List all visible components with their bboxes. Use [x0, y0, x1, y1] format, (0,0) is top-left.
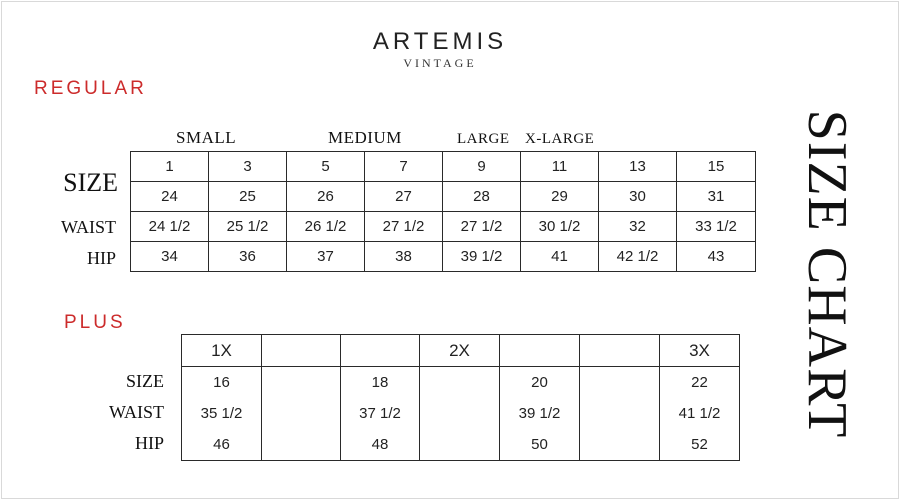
table-cell: 39 1/2 — [500, 398, 580, 429]
table-cell: 16 — [182, 367, 262, 399]
table-cell: 41 1/2 — [660, 398, 740, 429]
table-cell: 34 — [131, 242, 209, 272]
table-cell — [580, 367, 660, 399]
vertical-title-text: SIZE CHART — [796, 109, 858, 439]
table-cell: 27 1/2 — [365, 212, 443, 242]
table-row — [131, 242, 756, 272]
table-cell — [420, 429, 500, 461]
table-cell: 39 1/2 — [443, 242, 521, 272]
regular-size-label: SIZE — [63, 168, 118, 197]
table-cell: 28 — [443, 182, 521, 212]
table-cell: 25 — [209, 182, 287, 212]
table-cell: 25 1/2 — [209, 212, 287, 242]
size-chart-vertical-title — [762, 64, 892, 484]
table-cell: 26 1/2 — [287, 212, 365, 242]
plus-section-title: PLUS — [64, 312, 126, 333]
table-cell: 33 1/2 — [677, 212, 756, 242]
table-row — [131, 212, 756, 242]
category-x-large: X-LARGE — [525, 131, 595, 147]
table-cell — [262, 398, 341, 429]
table-cell — [262, 367, 341, 399]
table-cell: 11 — [521, 152, 599, 182]
table-cell: 13 — [599, 152, 677, 182]
plus-hip-label: HIP — [134, 433, 164, 453]
plus-size-label: SIZE — [126, 371, 164, 391]
table-cell: 31 — [677, 182, 756, 212]
table-row — [182, 367, 740, 399]
table-cell — [500, 335, 580, 367]
plus-waist-label: WAIST — [109, 402, 164, 422]
brand-name: ARTEMIS — [372, 28, 508, 55]
table-cell: 36 — [209, 242, 287, 272]
table-cell: 32 — [599, 212, 677, 242]
table-cell — [580, 398, 660, 429]
regular-size-table — [130, 151, 756, 272]
table-cell — [580, 335, 660, 367]
table-cell: 27 1/2 — [443, 212, 521, 242]
regular-hip-label: HIP — [86, 248, 116, 268]
table-row — [182, 398, 740, 429]
table-cell: 15 — [677, 152, 756, 182]
table-cell: 22 — [660, 367, 740, 399]
table-cell: 7 — [365, 152, 443, 182]
table-cell: 26 — [287, 182, 365, 212]
table-cell — [262, 335, 341, 367]
brand-subtitle: VINTAGE — [403, 56, 477, 70]
table-row — [182, 335, 740, 367]
table-cell: 38 — [365, 242, 443, 272]
table-cell — [262, 429, 341, 461]
table-row — [131, 182, 756, 212]
table-cell: 2X — [420, 335, 500, 367]
table-cell: 5 — [287, 152, 365, 182]
table-cell: 52 — [660, 429, 740, 461]
category-large: LARGE — [457, 131, 510, 147]
table-cell: 30 — [599, 182, 677, 212]
regular-waist-label: WAIST — [61, 217, 116, 237]
table-cell: 35 1/2 — [182, 398, 262, 429]
table-cell: 3X — [660, 335, 740, 367]
table-cell: 27 — [365, 182, 443, 212]
table-cell — [420, 367, 500, 399]
table-row — [182, 429, 740, 461]
table-row — [131, 152, 756, 182]
table-cell: 41 — [521, 242, 599, 272]
table-cell: 9 — [443, 152, 521, 182]
table-cell — [420, 398, 500, 429]
table-cell: 50 — [500, 429, 580, 461]
table-cell: 1 — [131, 152, 209, 182]
regular-section-title: REGULAR — [34, 78, 147, 99]
plus-size-table — [181, 334, 740, 461]
category-small: SMALL — [176, 128, 237, 147]
table-cell — [580, 429, 660, 461]
table-cell: 18 — [341, 367, 420, 399]
table-cell: 3 — [209, 152, 287, 182]
table-cell: 24 — [131, 182, 209, 212]
table-cell: 46 — [182, 429, 262, 461]
table-cell: 30 1/2 — [521, 212, 599, 242]
table-cell: 37 — [287, 242, 365, 272]
table-cell: 48 — [341, 429, 420, 461]
table-cell: 43 — [677, 242, 756, 272]
table-cell: 20 — [500, 367, 580, 399]
table-cell: 37 1/2 — [341, 398, 420, 429]
table-cell: 29 — [521, 182, 599, 212]
table-cell — [341, 335, 420, 367]
category-medium: MEDIUM — [328, 128, 402, 147]
table-cell: 24 1/2 — [131, 212, 209, 242]
table-cell: 42 1/2 — [599, 242, 677, 272]
table-cell: 1X — [182, 335, 262, 367]
